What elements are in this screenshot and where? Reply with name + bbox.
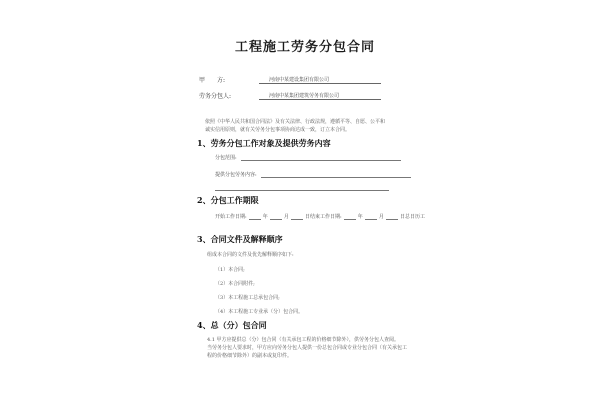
labor-subcontractor-row — [199, 88, 381, 100]
party-a-row — [199, 72, 381, 84]
field-content-line — [261, 177, 411, 178]
section-heading-4: 4、总（分）包合同 — [197, 320, 267, 330]
blank — [365, 213, 377, 220]
blank — [291, 213, 303, 220]
blank — [344, 213, 356, 220]
party-a-value: 河南中某建设集团有限公司 — [259, 76, 381, 84]
field-extra-line — [215, 190, 389, 191]
total-days-label: 日总日历工 — [400, 214, 426, 220]
section-heading-2: 2、分包工作期限 — [197, 195, 259, 205]
year-label: 年 — [262, 214, 268, 220]
labor-subcontractor-label: 劳务分包人: — [199, 93, 232, 100]
blank — [386, 213, 398, 220]
section3-intro: 组成本合同的文件及优先解释顺序如下: — [207, 252, 294, 258]
work-period-row — [215, 213, 425, 220]
section-heading-3: 3、合同文件及解释顺序 — [197, 234, 283, 244]
month-label: 月 — [283, 214, 289, 220]
section4-line: 程的价格细节除外）的副本或复印件。 — [207, 353, 293, 359]
field-scope-label: 分包范围: — [215, 155, 237, 161]
intro-line: 依照《中华人民共和国合同法》及有关法律、行政法规，遵循平等、自愿、公平和 — [205, 119, 386, 125]
list-item: （2）本合同附件; — [215, 281, 255, 287]
year-label: 年 — [357, 214, 363, 220]
section4-line: 当劳务分包人要求时，甲方应向劳务分包人提供一份总包合同或专业分包合同（有关承包工 — [207, 345, 408, 351]
start-date-label: 开始工作日期: — [215, 214, 247, 220]
field-scope-row — [215, 151, 401, 161]
field-content-row — [215, 168, 411, 178]
blank — [270, 213, 282, 220]
month-label: 月 — [378, 214, 384, 220]
intro-line: 诚实信用原则，就有关劳务分包事项协商达成一致，订立本合同。 — [205, 127, 351, 133]
list-item: （1）本合同; — [215, 267, 245, 273]
intro-paragraph — [205, 118, 405, 134]
list-item: （4）本工程施工专业承（分）包合同。 — [215, 309, 304, 315]
field-content-label: 提供分包劳务内容: — [215, 172, 257, 178]
list-item: （3）本工程施工总承包合同; — [215, 295, 280, 301]
blank — [249, 213, 261, 220]
end-date-label: 日结束工作日期: — [305, 214, 342, 220]
labor-subcontractor-value: 河南中某集团建筑劳务有限公司 — [259, 92, 381, 100]
field-scope-line — [241, 160, 401, 161]
section4-paragraph — [207, 336, 417, 360]
party-a-label: 甲 方: — [199, 77, 226, 84]
contract-page — [175, 0, 435, 400]
document-title: 工程施工劳务分包合同 — [234, 40, 375, 55]
field-extra-row — [215, 181, 389, 191]
section-heading-1: 1、劳务分包工作对象及提供劳务内容 — [197, 138, 331, 148]
section4-line: 4.1 甲方应提供总（分）包合同（有关承包工程的价格细节除外），供劳务分包人查阅。 — [207, 337, 400, 343]
